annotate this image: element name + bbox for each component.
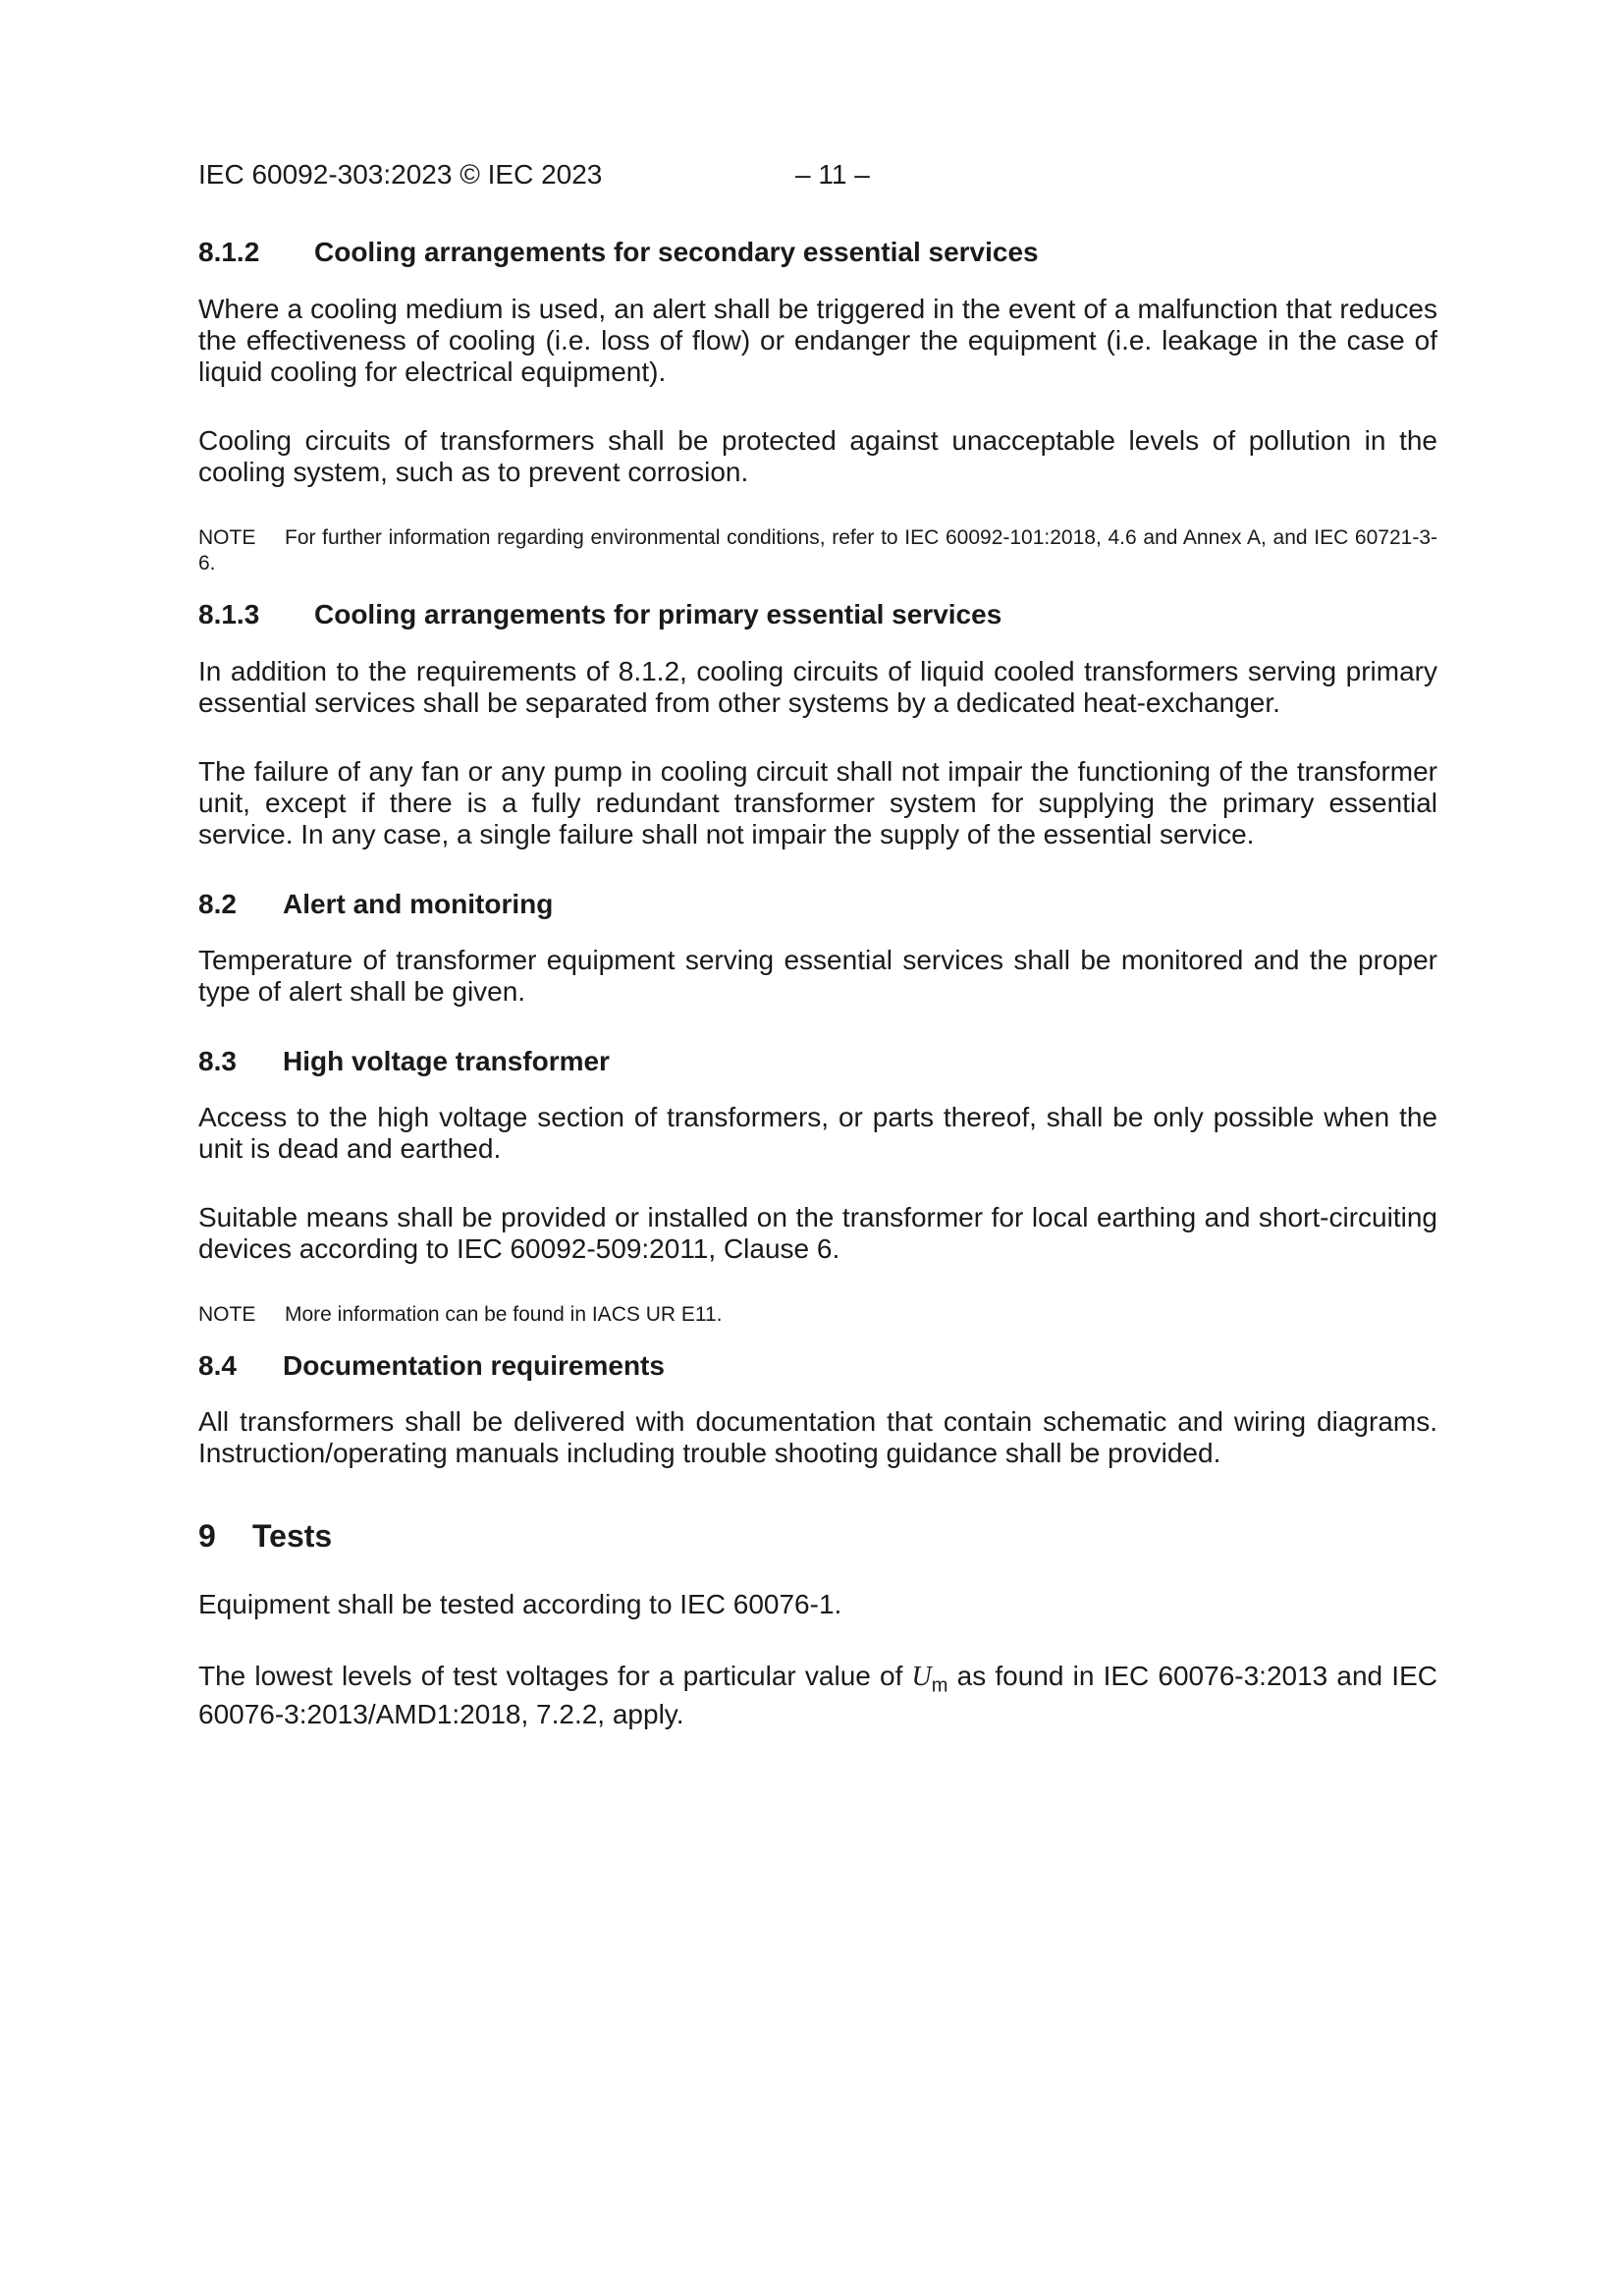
heading-number: 8.1.3 [198,599,260,629]
note-label: NOTE [198,1303,256,1326]
paragraph-8-3-1: Access to the high voltage section of transformers, or parts thereof, shall be only possible when the unit is dead and earthed. [198,1102,1437,1164]
heading-number: 9 [198,1518,216,1554]
heading-8-4 [198,1349,1437,1383]
paragraph-8-1-3-1: In addition to the requirements of 8.1.2, cooling circuits of liquid cooled transformers serving primary essential services shall be separated from other systems by a dedicated heat-exchanger. [198,656,1437,718]
page-content [198,236,1437,1733]
heading-number: 8.4 [198,1350,237,1381]
heading-title: Cooling arrangements for secondary essential services [314,237,1039,267]
note-text: More information can be found in IACS UR E11. [285,1303,723,1326]
paragraph-8-1-2-1: Where a cooling medium is used, an alert shall be triggered in the event of a malfunction that reduces the effectiveness of cooling (i.e. loss of flow) or endanger the equipment (i.e. leakage in the case of liquid cooling for electrical equipment). [198,294,1437,387]
heading-title: Alert and monitoring [283,889,554,919]
note-8-3 [198,1302,1437,1328]
paragraph-9-2 [198,1658,1437,1733]
heading-number: 8.2 [198,889,237,919]
paragraph-8-3-2: Suitable means shall be provided or installed on the transformer for local earthing and short-circuiting devices according to IEC 60092-509:2011, Clause 6. [198,1202,1437,1264]
heading-8-2 [198,888,1437,921]
paragraph-9-1: Equipment shall be tested according to IEC 60076-1. [198,1589,842,1619]
heading-8-1-3 [198,598,1437,631]
heading-number: 8.1.2 [198,237,260,267]
heading-number: 8.3 [198,1046,237,1076]
heading-title: Documentation requirements [283,1350,665,1381]
heading-title: Cooling arrangements for primary essential services [314,599,1002,629]
note-text: For further information regarding environmental conditions, refer to IEC 60092-101:2018, 4.6 and Annex A, and IEC 60721-3-6. [198,526,1437,574]
voltage-symbol: U [911,1662,932,1692]
heading-8-3 [198,1045,1437,1078]
paragraph-8-1-3-2: The failure of any fan or any pump in cooling circuit shall not impair the functioning of the transformer unit, except if there is a fully redundant transformer system for supplying the primary essential service. In any case, a single failure shall not impair the supply of the essential service. [198,756,1437,849]
paragraph-8-2-1: Temperature of transformer equipment serving essential services shall be monitored and the proper type of alert shall be given. [198,945,1437,1007]
heading-8-1-2 [198,236,1437,269]
voltage-subscript: m [931,1674,948,1697]
heading-title: Tests [252,1518,333,1554]
paragraph-8-4-1: All transformers shall be delivered with documentation that contain schematic and wiring diagrams. Instruction/operating manuals including trouble shooting guidance shall be provided. [198,1406,1437,1468]
paragraph-9-2-end: as found in IEC 60076-3:2013 and IEC 60076-3:2013/AMD1:2018, 7.2.2, apply. [198,1661,1437,1729]
heading-9 [198,1516,1437,1556]
heading-title: High voltage transformer [283,1046,610,1076]
paragraph-9-2-start: The lowest levels of test voltages for a particular value of [198,1661,912,1691]
note-8-1-2 [198,525,1437,576]
note-label: NOTE [198,526,256,549]
header-doc-id: IEC 60092-303:2023 © IEC 2023 [198,159,603,190]
paragraph-8-1-2-2: Cooling circuits of transformers shall be protected against unacceptable levels of pollution in the cooling system, such as to prevent corrosion. [198,425,1437,487]
header-page-number: – 11 – [795,159,870,190]
